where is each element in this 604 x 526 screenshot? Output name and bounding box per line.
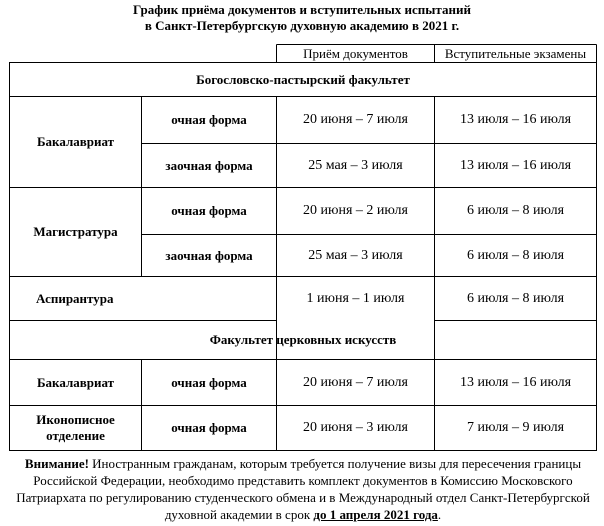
note-text: Иностранным гражданам, которым требуется получение визы для пересечения границы Российской Федерации, необходимо представить комплект документов в Комиссию Московского Патриархата по регулированию студенческого обмена и в Международный отдел Санкт-Петербургской духовной академии в срок xyxy=(16,456,590,522)
title-line-2: в Санкт-Петербургскую духовную академию в 2021 г. xyxy=(144,18,460,33)
arts-bachelor-label: Бакалавриат xyxy=(36,374,115,390)
master-parttime-admission: 25 мая – 3 июля xyxy=(308,247,403,263)
bachelor-fulltime-admission: 20 июня – 7 июля xyxy=(303,112,408,127)
arts-bachelor-form: очная форма xyxy=(171,374,247,390)
master-parttime-exams: 6 июля – 8 июля xyxy=(466,247,565,263)
postgrad-label: Аспирантура xyxy=(36,290,114,306)
master-fulltime-exams: 6 июля – 8 июля xyxy=(466,203,565,218)
note-deadline: до 1 апреля 2021 года xyxy=(313,507,438,522)
icon-painting-label xyxy=(10,406,141,450)
note-suffix: . xyxy=(437,507,442,522)
postgrad-exams: 6 июля – 8 июля xyxy=(466,290,565,306)
arts-bachelor-exams: 13 июля – 16 июля xyxy=(459,374,572,390)
icon-painting-form: очная форма xyxy=(171,420,247,435)
faculty-theology-title: Богословско-пастырский факультет xyxy=(196,71,410,87)
bachelor-parttime-exams: 13 июля – 16 июля xyxy=(459,157,572,173)
bachelor-parttime-form: заочная форма xyxy=(165,157,253,173)
arts-bachelor-admission: 20 июня – 7 июля xyxy=(303,374,408,390)
master-fulltime-form: очная форма xyxy=(171,203,247,218)
bachelor-parttime-admission: 25 мая – 3 июля xyxy=(308,157,403,173)
master-label: Магистратура xyxy=(33,224,118,239)
header-admission: Приём документов xyxy=(303,45,408,61)
header-exams: Вступительные экзамены xyxy=(444,45,587,61)
master-fulltime-admission: 20 июня – 2 июля xyxy=(303,203,408,218)
postgrad-admission: 1 июня – 1 июля xyxy=(306,290,405,306)
icon-painting-exams: 7 июля – 9 июля xyxy=(466,420,565,435)
bachelor-fulltime-form: очная форма xyxy=(171,112,247,127)
icon-painting-admission: 20 июня – 3 июля xyxy=(303,420,408,435)
master-parttime-form: заочная форма xyxy=(165,247,253,263)
bachelor-label: Бакалавриат xyxy=(36,134,115,149)
faculty-arts-title: Факультет церковных искусств xyxy=(209,332,397,347)
bachelor-fulltime-exams: 13 июля – 16 июля xyxy=(459,112,572,127)
icon-painting-label-line1: Иконописное xyxy=(36,412,115,427)
attention-note xyxy=(8,455,598,523)
icon-painting-label-line2: отделение xyxy=(46,428,105,443)
note-prefix: Внимание! xyxy=(24,456,89,471)
title-line-1: График приёма документов и вступительных испытаний xyxy=(133,2,471,17)
